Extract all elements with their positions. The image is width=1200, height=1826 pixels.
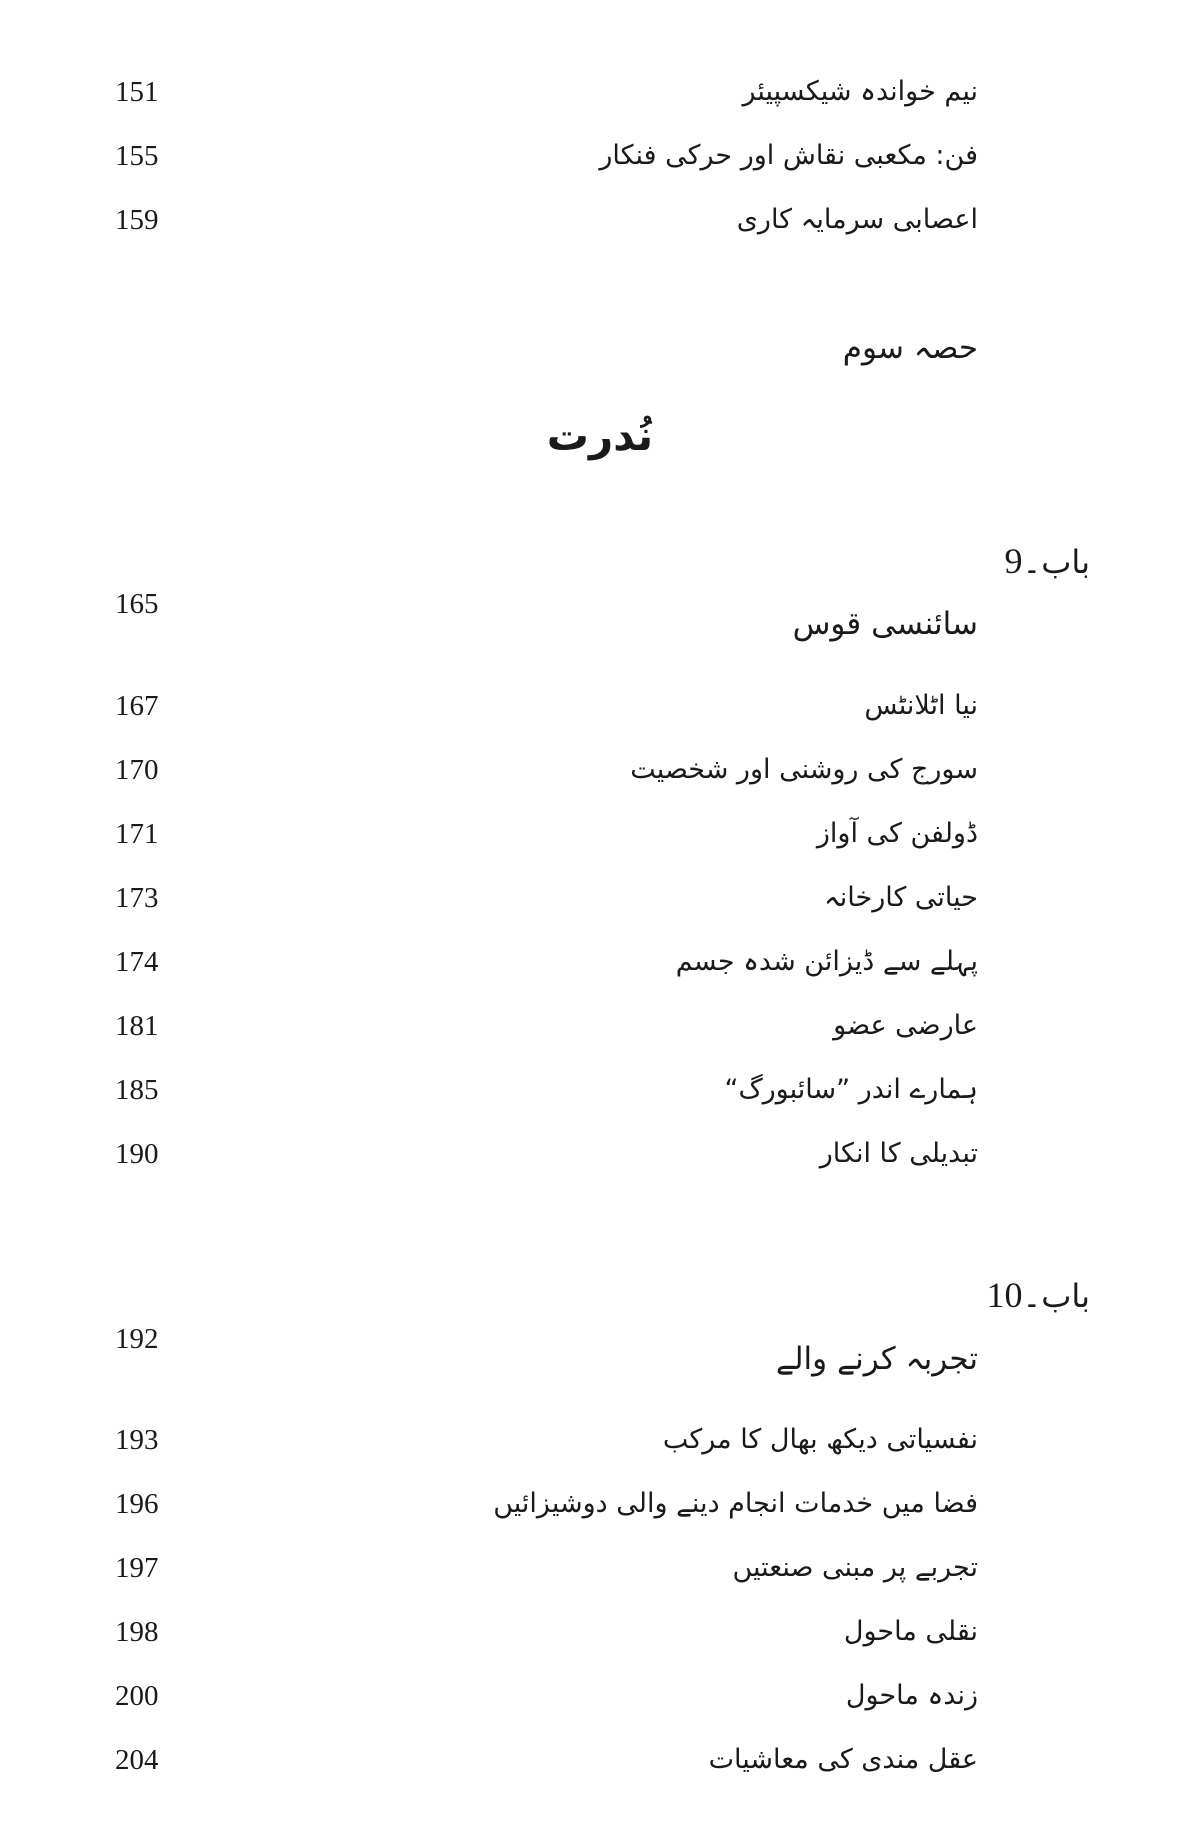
toc-entry[interactable] [0,682,1200,732]
page-number: 151 [115,76,159,108]
page-number: 200 [115,1680,159,1712]
toc-entry[interactable] [0,1480,1200,1530]
chapter-label: باب۔ [1022,1277,1090,1315]
part-title: نُدرت [546,411,654,460]
entry-title: فن: مکعبی نقاش اور حرکی فنکار [599,140,978,171]
entry-title: پہلے سے ڈیزائن شدہ جسم [675,946,978,977]
page-number: 159 [115,204,159,236]
page-number: 192 [115,1323,159,1355]
entry-title: عقل مندی کی معاشیات [708,1744,978,1775]
entry-title: فضا میں خدمات انجام دینے والی دوشیزائیں [493,1488,978,1519]
page-number: 173 [115,882,159,914]
entry-title: تجربے پر مبنی صنعتیں [732,1552,978,1583]
entry-title: ہمارے اندر ”سائبورگ“ [724,1074,978,1105]
entry-title: نقلی ماحول [843,1616,978,1647]
toc-entry[interactable] [0,1608,1200,1658]
page-number: 197 [115,1552,159,1584]
entry-title: نیا اٹلانٹس [864,690,978,721]
toc-entry[interactable] [0,1002,1200,1052]
chapter-label: باب۔ [1022,543,1090,581]
page-number: 171 [115,818,159,850]
chapter-title-entry[interactable] [0,1325,1200,1375]
entry-title: عارضی عضو [833,1010,978,1041]
toc-entry[interactable] [0,1544,1200,1594]
toc-entry[interactable] [0,874,1200,924]
toc-entry[interactable] [0,1130,1200,1180]
entry-title: اعصابی سرمایہ کاری [736,204,978,235]
entry-title: سورج کی روشنی اور شخصیت [630,754,978,785]
page-number: 204 [115,1744,159,1776]
entry-title: زندہ ماحول [845,1680,978,1711]
toc-entry[interactable] [0,1416,1200,1466]
toc-entry[interactable] [0,1066,1200,1116]
entry-title: ڈولفن کی آواز [816,818,978,849]
page-number: 155 [115,140,159,172]
toc-entry[interactable] [0,746,1200,796]
page-number: 167 [115,690,159,722]
chapter-heading [986,1272,1090,1319]
entry-title: تبدیلی کا انکار [819,1138,978,1169]
toc-entry[interactable] [0,132,1200,182]
toc-entry[interactable] [0,1736,1200,1786]
toc-entry[interactable] [0,1672,1200,1722]
chapter-number: 9 [1004,541,1023,581]
toc-entry[interactable] [0,68,1200,118]
chapter-number: 10 [986,1275,1023,1315]
page-number: 190 [115,1138,159,1170]
entry-title: نیم خواندہ شیکسپیئر [742,76,978,107]
page-number: 193 [115,1424,159,1456]
entry-title: حیاتی کارخانہ [823,882,978,913]
part-label: حصہ سوم [842,330,978,366]
entry-title: نفسیاتی دیکھ بھال کا مرکب [662,1424,978,1455]
page-number: 174 [115,946,159,978]
chapter-title: سائنسی قوس [792,606,978,642]
page-number: 198 [115,1616,159,1648]
chapter-heading [1004,538,1090,585]
toc-entry[interactable] [0,810,1200,860]
toc-entry[interactable] [0,196,1200,246]
page-number: 170 [115,754,159,786]
toc-entry[interactable] [0,938,1200,988]
chapter-title-entry[interactable] [0,590,1200,640]
page-number: 165 [115,588,159,620]
page-number: 185 [115,1074,159,1106]
chapter-title: تجربہ کرنے والے [775,1341,978,1377]
page-number: 196 [115,1488,159,1520]
page-number: 181 [115,1010,159,1042]
